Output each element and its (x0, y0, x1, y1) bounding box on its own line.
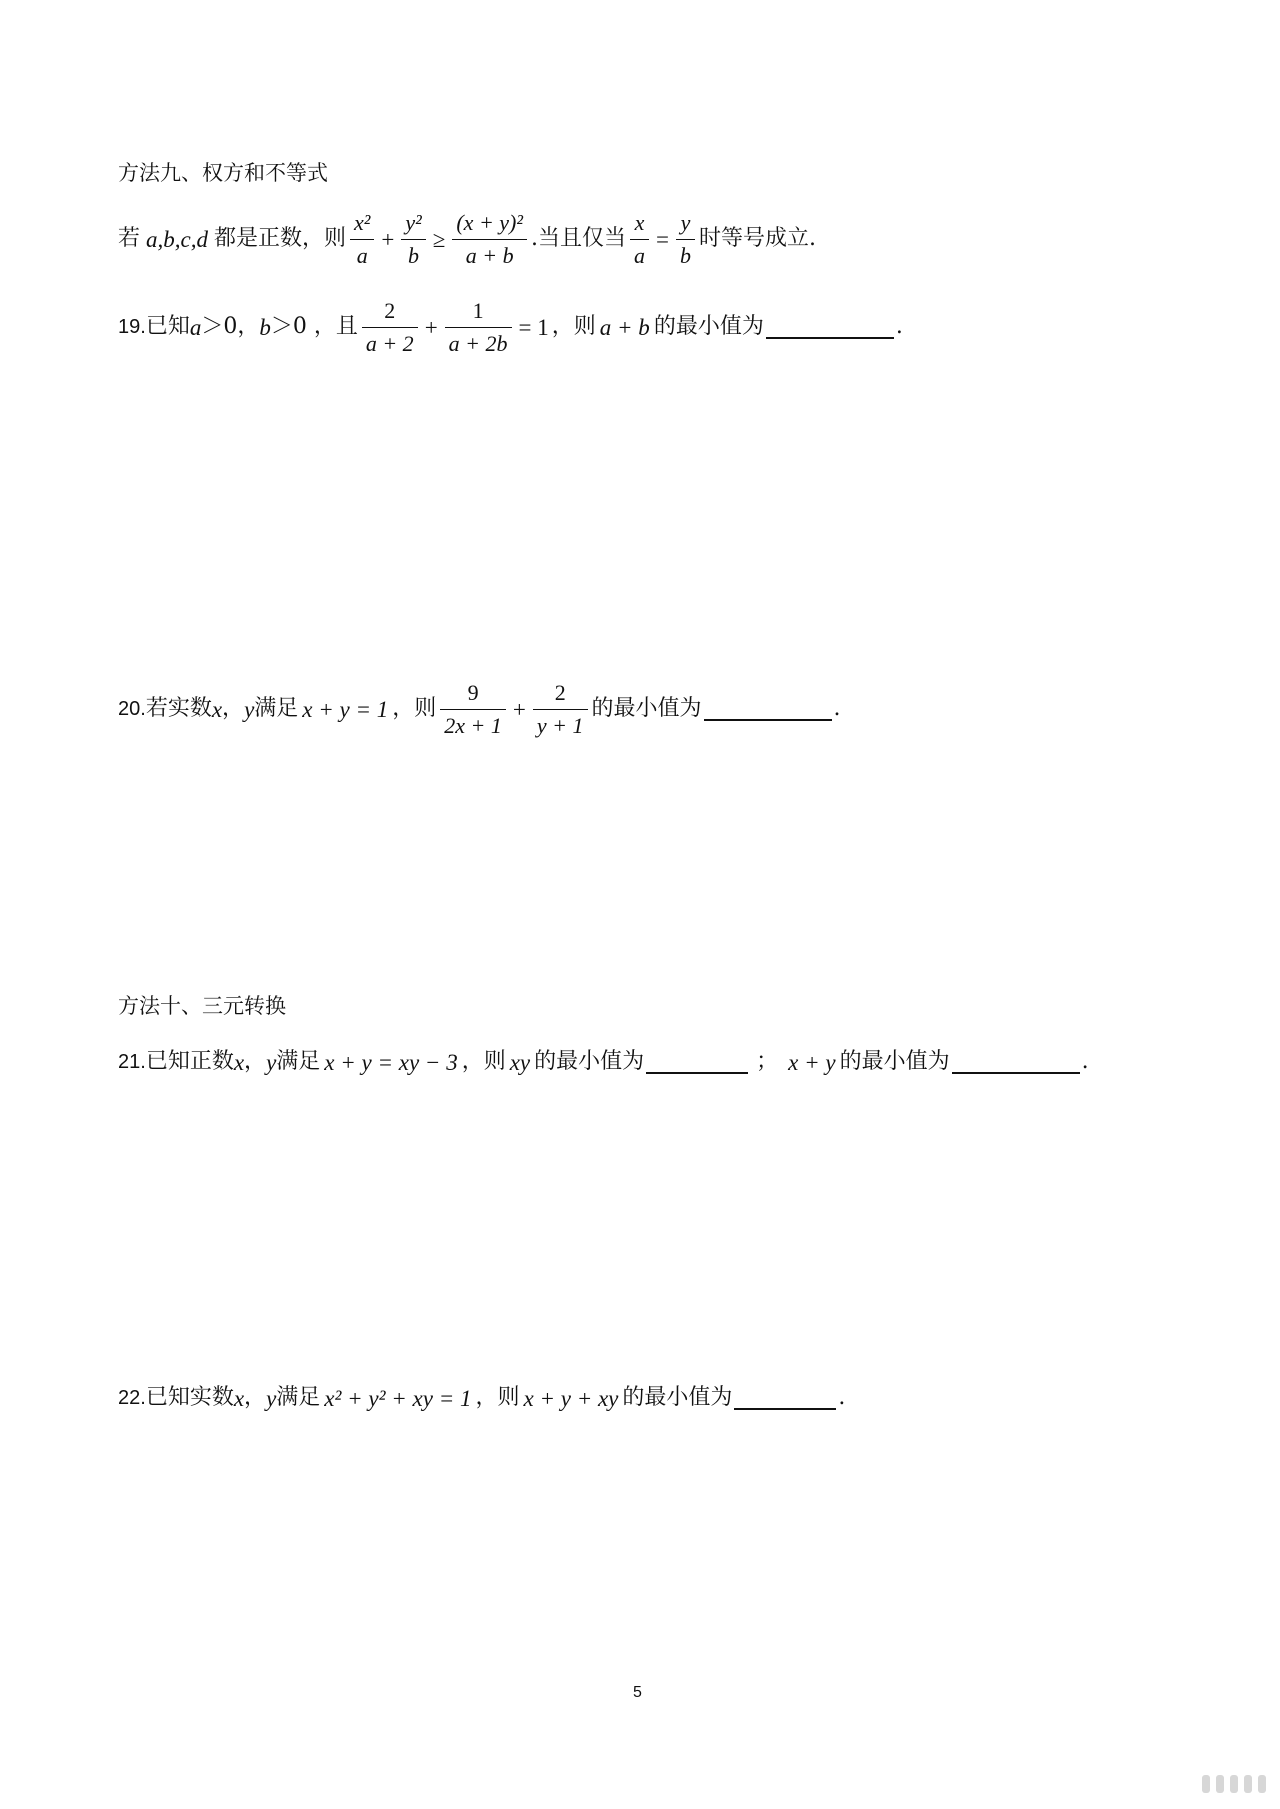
q19-text-4: ，则 (551, 314, 596, 339)
q22-text-1: 已知实数 (145, 1385, 234, 1410)
fraction-bar (440, 709, 506, 710)
condition-suffix: 时等号成立. (698, 226, 816, 251)
frac-denominator: y + 1 (536, 712, 584, 738)
question-number: 20. (118, 698, 146, 720)
fraction-bar (676, 239, 695, 240)
q21-text-3: 满足 (276, 1049, 321, 1074)
section-10-heading-text: 方法十、三元转换 (118, 994, 286, 1018)
var-y: y (266, 1049, 277, 1075)
frac-numerator: x² (354, 210, 371, 236)
q21-text-4: ，则 (461, 1049, 506, 1074)
frac-denominator: a (633, 242, 645, 268)
corner-marks (1202, 1775, 1266, 1793)
fraction-y-over-b (676, 210, 695, 268)
corner-mark (1216, 1775, 1224, 1793)
expr-x-plus-y: x + y (788, 1049, 836, 1075)
frac-numerator: x (634, 210, 645, 236)
frac-denominator: a + b (465, 242, 514, 268)
fraction-bar (533, 709, 588, 710)
frac-numerator: 2 (384, 298, 396, 324)
frac-numerator: (x + y)² (456, 210, 523, 236)
frac-denominator: a + 2 (365, 330, 414, 356)
q22-text-3: 满足 (276, 1385, 321, 1410)
intro-mid: 都是正数，则 (213, 226, 346, 251)
fraction-bar (445, 327, 512, 328)
answer-blank[interactable] (734, 1386, 836, 1410)
plus-sign: + (424, 314, 438, 340)
fraction-bar (350, 239, 374, 240)
q22-text-4: ，则 (475, 1385, 520, 1410)
fraction-2-over-y-plus-1 (533, 680, 588, 738)
fraction-9-over-2x-plus-1 (440, 680, 506, 738)
var-x: x (211, 696, 223, 722)
expr-x-plus-y-plus-xy: x + y + xy (523, 1385, 619, 1411)
frac-numerator: y² (405, 210, 422, 236)
question-21 (118, 1046, 1089, 1078)
q20-text-5: 的最小值为 (591, 696, 702, 721)
q22-text-5: 的最小值为 (622, 1385, 733, 1410)
q21-text-5: 的最小值为 (534, 1049, 645, 1074)
fraction-bar (401, 239, 425, 240)
q20-text-4: ，则 (392, 696, 437, 721)
q19-text-2: ＞0， (201, 314, 260, 339)
answer-blank[interactable] (766, 315, 894, 339)
var-a: a (189, 314, 202, 340)
period: . (895, 314, 903, 339)
section-9-heading-text: 方法九、权方和不等式 (118, 161, 328, 185)
frac-numerator: y (680, 210, 691, 236)
q19-text-3: ＞0 ，且 (270, 314, 358, 339)
section-9-heading (118, 163, 328, 184)
intro-vars: a,b,c,d (146, 226, 208, 252)
var-x: x (233, 1385, 245, 1411)
var-y: y (266, 1385, 277, 1411)
q20-text-1: 若实数 (145, 696, 212, 721)
plus-sign: + (381, 226, 395, 252)
fraction-x2-over-a (350, 210, 374, 268)
plus-sign: + (512, 696, 526, 722)
fraction-bar (452, 239, 527, 240)
corner-mark (1258, 1775, 1266, 1793)
corner-mark (1202, 1775, 1210, 1793)
answer-blank-1[interactable] (646, 1050, 748, 1074)
condition-x-plus-y-eq-xy-minus-3: x + y = xy − 3 (324, 1049, 458, 1075)
fraction-bar (630, 239, 649, 240)
page-number: 5 (633, 1684, 642, 1701)
frac-numerator: 2 (554, 680, 566, 706)
frac-denominator: a + 2b (448, 330, 508, 356)
condition-x-plus-y-eq-1: x + y = 1 (302, 696, 389, 722)
condition-quadratic: x² + y² + xy = 1 (324, 1385, 472, 1411)
frac-denominator: b (679, 242, 691, 268)
corner-mark (1230, 1775, 1238, 1793)
var-x: x (233, 1049, 245, 1075)
fraction-y2-over-b (401, 210, 425, 268)
expr-a-plus-b: a + b (599, 314, 650, 340)
fraction-x-over-a (630, 210, 649, 268)
corner-mark (1244, 1775, 1252, 1793)
intro-prefix: 若 (118, 226, 141, 251)
q19-text-5: 的最小值为 (653, 314, 764, 339)
frac-denominator: a (356, 242, 368, 268)
frac-numerator: 1 (472, 298, 484, 324)
question-number: 22. (118, 1387, 146, 1409)
q19-text-1: 已知 (145, 314, 190, 339)
q20-text-3: 满足 (254, 696, 299, 721)
var-y: y (244, 696, 255, 722)
geq-sign: ≥ (432, 226, 446, 252)
frac-denominator: 2x + 1 (444, 712, 502, 738)
question-20 (118, 676, 841, 742)
period: . (838, 1385, 846, 1410)
fraction-2-over-a-plus-2 (362, 298, 418, 356)
fraction-sum-squared (452, 210, 527, 268)
frac-numerator: 9 (467, 680, 479, 706)
question-number: 21. (118, 1051, 146, 1073)
q21-text-6: 的最小值为 (839, 1049, 950, 1074)
expr-xy: xy (509, 1049, 531, 1075)
var-b: b (259, 314, 271, 340)
fraction-bar (362, 327, 418, 328)
q20-text-2: ， (222, 696, 245, 721)
separator: ； (756, 1049, 779, 1074)
q21-text-2: ， (244, 1049, 267, 1074)
answer-blank[interactable] (704, 697, 832, 721)
fraction-1-over-a-plus-2b (445, 298, 512, 356)
period: . (1081, 1049, 1089, 1074)
equals-one: = 1 (518, 314, 549, 340)
weighted-power-mean-inequality (118, 208, 816, 270)
question-22 (118, 1382, 845, 1414)
question-19 (118, 294, 903, 360)
period: . (833, 696, 841, 721)
equals-sign: = (655, 226, 669, 252)
answer-blank-2[interactable] (952, 1050, 1080, 1074)
question-number: 19. (118, 316, 146, 338)
frac-denominator: b (408, 242, 420, 268)
q22-text-2: ， (244, 1385, 267, 1410)
section-10-heading (118, 996, 286, 1017)
q21-text-1: 已知正数 (145, 1049, 234, 1074)
condition-prefix: .当且仅当 (530, 226, 626, 251)
